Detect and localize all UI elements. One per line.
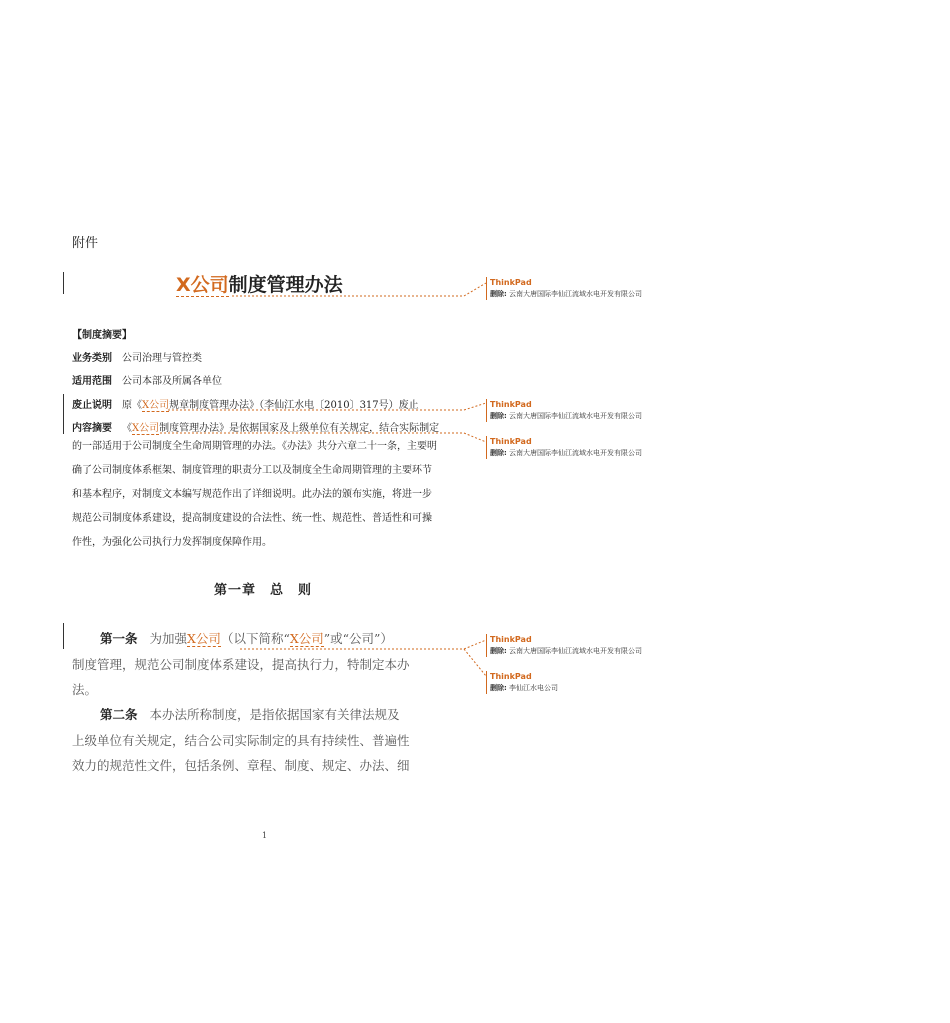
comment-author: ThinkPad bbox=[490, 400, 532, 409]
document-title bbox=[176, 270, 343, 297]
revision-balloon[interactable] bbox=[486, 634, 690, 657]
comment-text bbox=[490, 288, 690, 300]
summary-row-repeal bbox=[72, 396, 419, 411]
comment-action: 删除: bbox=[490, 684, 507, 692]
comment-action: 删除: bbox=[490, 412, 507, 420]
comment-author: ThinkPad bbox=[490, 635, 532, 644]
text-run: （以下简称“ bbox=[220, 631, 290, 646]
comment-text bbox=[490, 410, 690, 422]
field-value: 公司本部及所属各单位 bbox=[122, 376, 222, 387]
field-label: 内容摘要 bbox=[72, 423, 112, 434]
inserted-text: X公司 bbox=[187, 631, 221, 646]
field-label: 适用范围 bbox=[72, 376, 112, 387]
text-run: 本办法所称制度，是指依据国家有关律法规及 bbox=[149, 707, 400, 722]
article-line: 制度管理，规范公司制度体系建设，提高执行力，特制定本办 bbox=[72, 656, 410, 672]
abstract-line: 作性，为强化公司执行力发挥制度保障作用。 bbox=[72, 537, 272, 548]
abstract-body bbox=[72, 435, 460, 555]
article-line: 上级单位有关规定，结合公司实际制定的具有持续性、普遍性 bbox=[72, 732, 410, 748]
comment-action: 删除: bbox=[490, 647, 507, 655]
inserted-text: X公司 bbox=[289, 631, 324, 646]
text-run: 为加强 bbox=[149, 631, 188, 646]
text-run: 规章制度管理办法》（李仙江水电〔2010〕317号）废止 bbox=[169, 400, 419, 411]
comment-content: 云南大唐国际李仙江流域水电开发有限公司 bbox=[509, 449, 643, 457]
article-label: 第二条 bbox=[100, 707, 138, 722]
comment-text bbox=[490, 682, 690, 694]
comment-action: 删除: bbox=[490, 449, 507, 457]
article-2 bbox=[72, 702, 462, 779]
text-run: 制度管理办法》是依据国家及上级单位有关规定，结合实际制定 bbox=[159, 423, 440, 434]
article-line: 效力的规范性文件，包括条例、章程、制度、规定、办法、细 bbox=[72, 758, 410, 773]
text-run: ”或“公司”） bbox=[323, 631, 393, 646]
summary-row-scope bbox=[72, 372, 222, 387]
text-run: 原《 bbox=[122, 400, 142, 411]
comment-text bbox=[490, 447, 690, 459]
change-bar bbox=[63, 623, 64, 649]
inserted-text: X公司 bbox=[176, 274, 229, 296]
summary-heading: 【制度摘要】 bbox=[72, 330, 132, 341]
article-line bbox=[72, 702, 462, 728]
attachment-label: 附件 bbox=[72, 236, 99, 251]
change-bar bbox=[63, 272, 64, 294]
article-line: 法。 bbox=[72, 682, 98, 697]
comment-content: 李仙江水电公司 bbox=[509, 684, 559, 692]
change-bar bbox=[63, 394, 64, 434]
comment-action: 删除: bbox=[490, 290, 507, 298]
summary-row-abstract bbox=[72, 419, 439, 434]
revision-balloon[interactable] bbox=[486, 436, 690, 459]
revision-balloon[interactable] bbox=[486, 399, 690, 422]
comment-content: 云南大唐国际李仙江流域水电开发有限公司 bbox=[509, 290, 643, 298]
abstract-line: 规范公司制度体系建设，提高制度建设的合法性、统一性、规范性、普适性和可操 bbox=[72, 513, 432, 524]
abstract-line: 确了公司制度体系框架、制度管理的职责分工以及制度全生命周期管理的主要环节 bbox=[72, 465, 432, 476]
comment-content: 云南大唐国际李仙江流域水电开发有限公司 bbox=[509, 647, 643, 655]
article-line bbox=[72, 626, 462, 652]
comment-text bbox=[490, 645, 690, 657]
text-run: 《 bbox=[122, 423, 132, 434]
field-value: 公司治理与管控类 bbox=[122, 353, 202, 364]
comment-author: ThinkPad bbox=[490, 437, 532, 446]
abstract-line: 的一部适用于公司制度全生命周期管理的办法。《办法》共分六章二十一条，主要明 bbox=[72, 441, 437, 452]
article-1 bbox=[72, 626, 462, 703]
article-label: 第一条 bbox=[100, 631, 138, 646]
revision-balloon[interactable] bbox=[486, 671, 690, 694]
comment-author: ThinkPad bbox=[490, 672, 532, 681]
summary-row-category bbox=[72, 349, 202, 364]
inserted-text: X公司 bbox=[132, 423, 160, 434]
field-label: 业务类别 bbox=[72, 353, 112, 364]
chapter-heading: 第一章 总 则 bbox=[214, 583, 313, 598]
comment-content: 云南大唐国际李仙江流域水电开发有限公司 bbox=[509, 412, 643, 420]
page-number: 1 bbox=[262, 831, 268, 840]
title-text: 制度管理办法 bbox=[228, 274, 343, 296]
field-label: 废止说明 bbox=[72, 400, 112, 411]
inserted-text: X公司 bbox=[142, 400, 170, 411]
comment-author: ThinkPad bbox=[490, 278, 532, 287]
abstract-line: 和基本程序，对制度文本编写规范作出了详细说明。此办法的颁布实施，将进一步 bbox=[72, 489, 432, 500]
revision-balloon[interactable] bbox=[486, 277, 690, 300]
